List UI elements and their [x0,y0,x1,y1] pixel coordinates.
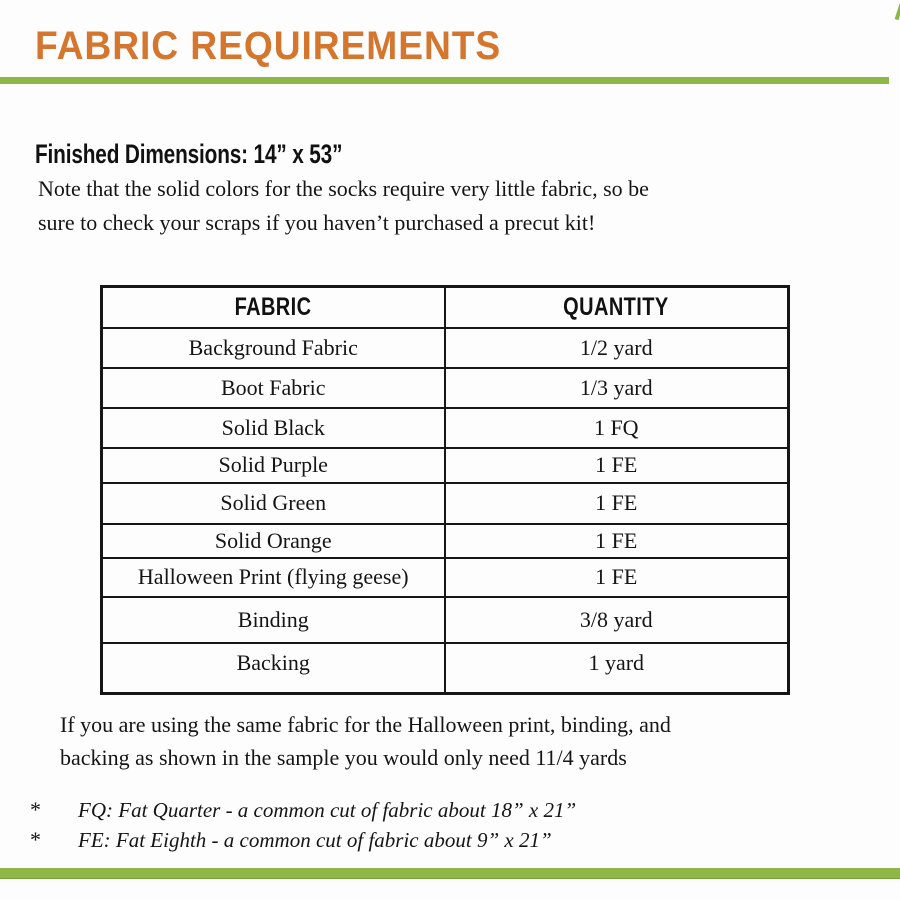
asterisk-marker: * [30,827,41,852]
fabric-cell: Solid Green [102,483,445,524]
table-row [102,328,789,368]
quantity-cell: 1 FE [445,483,789,524]
fabric-cell: Binding [102,597,445,643]
table-row [102,448,789,483]
same-fabric-note [60,708,671,774]
quantity-cell: 1 FQ [445,408,789,448]
page-title: FABRIC REQUIREMENTS [35,24,502,68]
fabric-cell: Solid Purple [102,448,445,483]
intro-note [38,172,649,240]
scan-artifact [895,4,900,20]
table-row [102,408,789,448]
quantity-cell: 1 FE [445,558,789,597]
quantity-cell: 1 FE [445,524,789,558]
top-green-rule [0,77,889,84]
table-row [102,524,789,558]
footnote-text: FQ: Fat Quarter - a common cut of fabric about 18” x 21” [78,798,577,822]
footnote-text: FE: Fat Eighth - a common cut of fabric about 9” x 21” [78,828,552,852]
table-row [102,558,789,597]
quantity-cell: 3/8 yard [445,597,789,643]
fabric-cell: Background Fabric [102,328,445,368]
table-row [102,368,789,408]
fabric-cell: Solid Orange [102,524,445,558]
fabric-cell: Backing [102,643,445,694]
quantity-cell: 1 yard [445,643,789,694]
column-header-fabric: FABRIC [102,287,445,328]
finished-dimensions-heading: Finished Dimensions: 14” x 53” [35,139,343,169]
same-fabric-note-line: If you are using the same fabric for the Halloween print, binding, and [60,712,671,737]
column-header-quantity: QUANTITY [445,287,789,328]
bottom-green-rule [0,868,900,879]
fabric-cell: Boot Fabric [102,368,445,408]
intro-note-line: Note that the solid colors for the socks require very little fabric, so be [38,176,649,201]
quantity-cell: 1/2 yard [445,328,789,368]
table-row [102,643,789,694]
asterisk-marker: * [30,797,41,822]
footnote-fe [30,829,552,851]
table-header-row [102,287,789,328]
fabric-cell: Solid Black [102,408,445,448]
intro-note-line: sure to check your scraps if you haven’t purchased a precut kit! [38,210,596,235]
footnote-fq [30,799,576,821]
fabric-cell: Halloween Print (flying geese) [102,558,445,597]
quantity-cell: 1/3 yard [445,368,789,408]
quantity-cell: 1 FE [445,448,789,483]
fabric-requirements-table [100,285,790,695]
same-fabric-note-line: backing as shown in the sample you would only need 11/4 yards [60,745,627,770]
table-row [102,483,789,524]
table-row [102,597,789,643]
